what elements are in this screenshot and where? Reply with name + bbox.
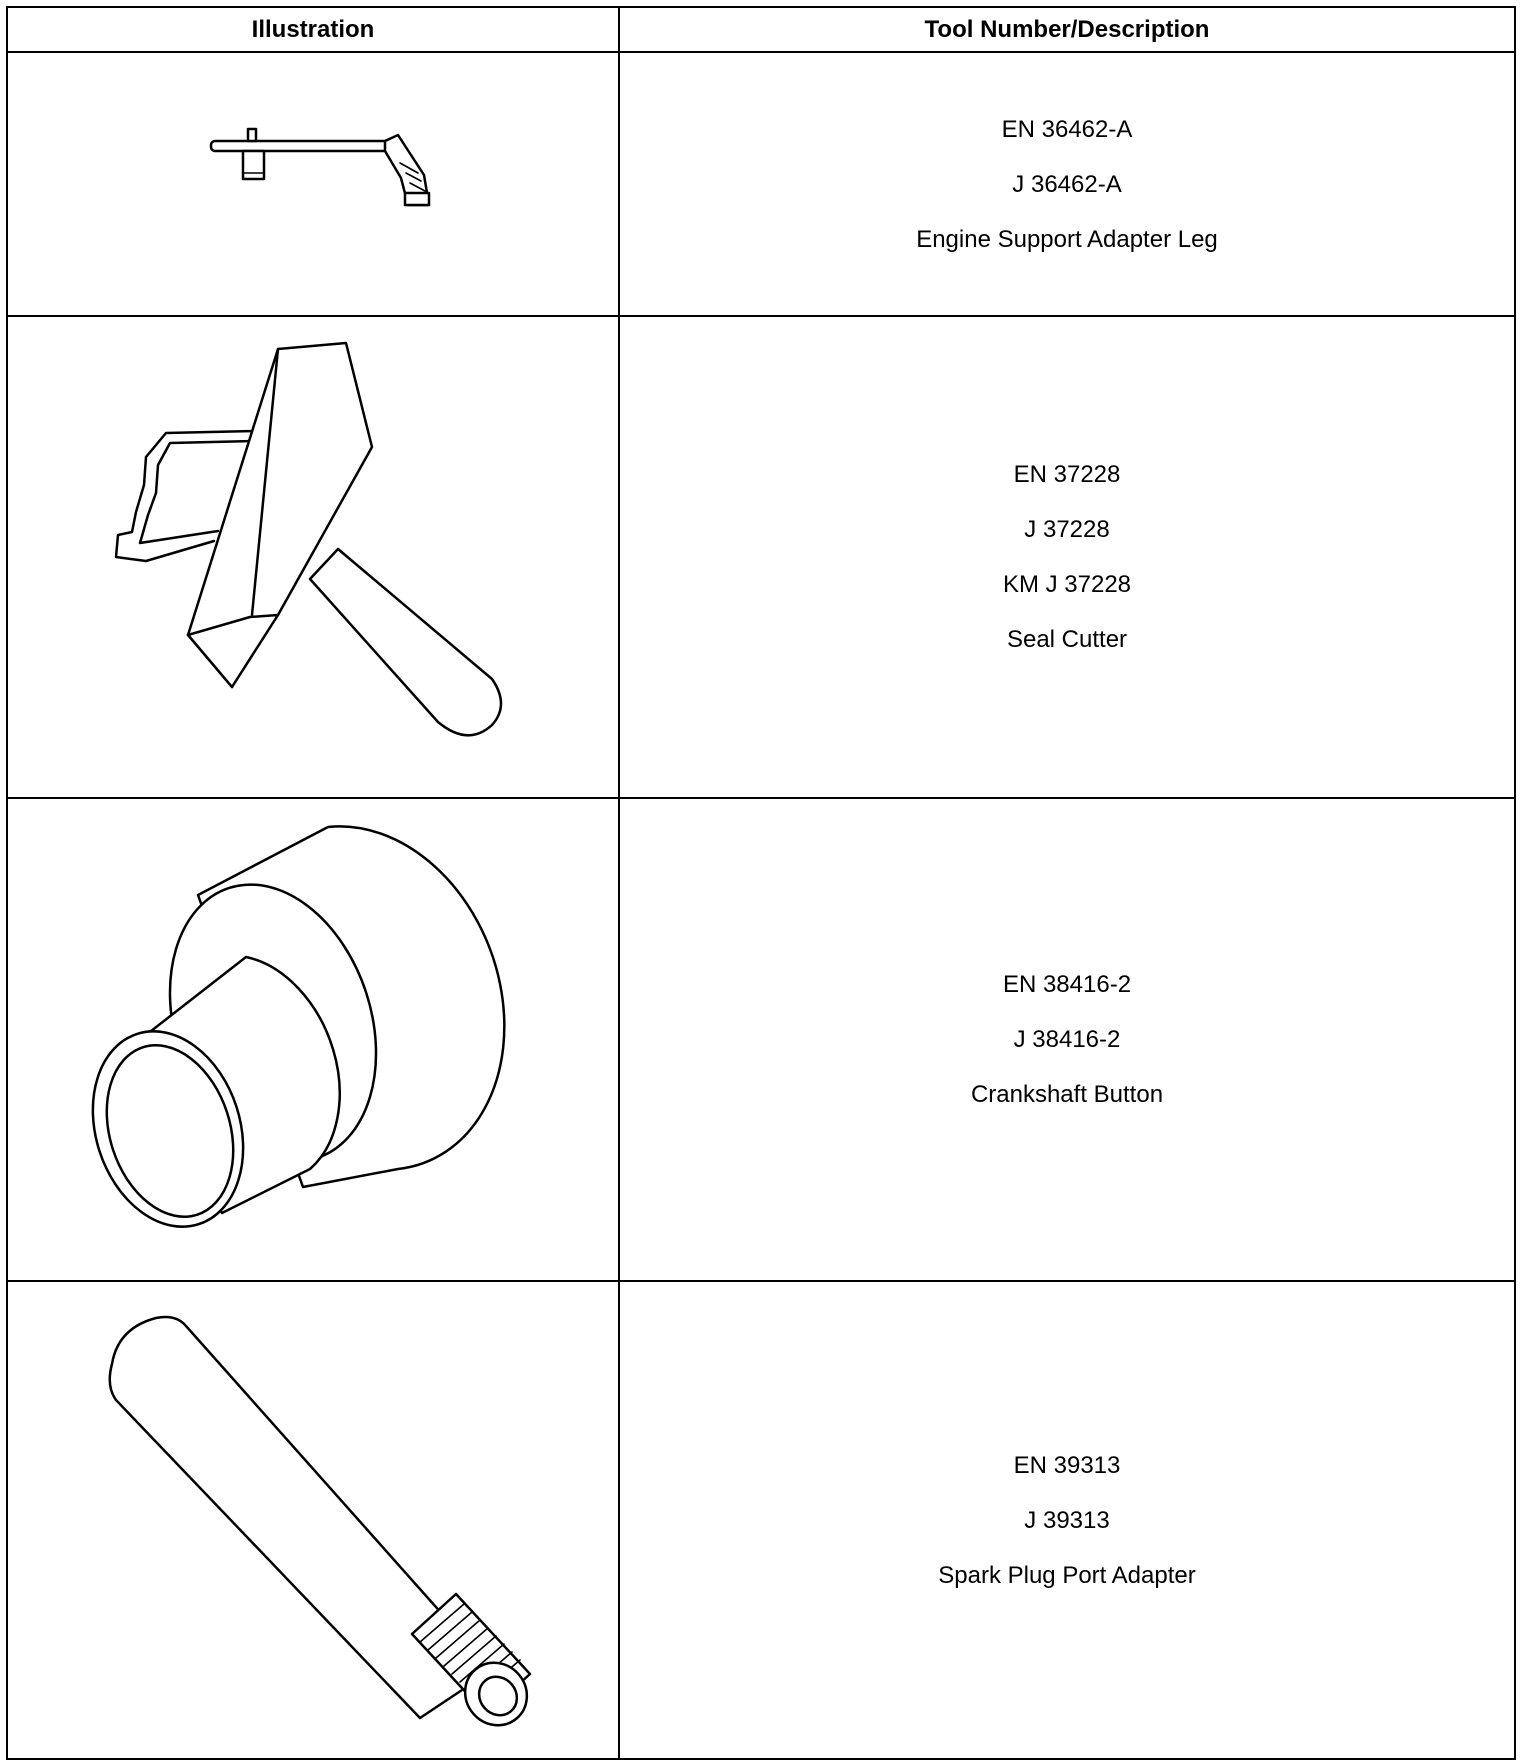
header-illustration: Illustration	[7, 7, 619, 52]
illustration-cell	[7, 798, 619, 1281]
table-row	[7, 316, 1515, 798]
table-row	[7, 1281, 1515, 1759]
illustration-cell	[7, 1281, 619, 1759]
seal-cutter-icon	[8, 317, 620, 797]
illustration-cell	[7, 52, 619, 316]
tool-number-en: EN 37228	[1013, 461, 1121, 488]
tool-number-en: EN 39313	[1013, 1451, 1121, 1479]
tool-number-km: KM J 37228	[1002, 571, 1132, 598]
tool-description: Seal Cutter	[1006, 626, 1128, 653]
special-tools-table	[6, 6, 1516, 1760]
tool-number-j: J 37228	[1024, 516, 1110, 543]
engine-support-adapter-leg-icon	[8, 53, 620, 315]
tool-description: Crankshaft Button	[970, 1081, 1164, 1108]
header-tool-number-description: Tool Number/Description	[619, 7, 1515, 52]
illustration-cell	[7, 316, 619, 798]
tool-description-cell	[619, 316, 1515, 798]
tool-description: Engine Support Adapter Leg	[916, 225, 1218, 253]
tool-description: Spark Plug Port Adapter	[938, 1561, 1196, 1589]
spark-plug-port-adapter-icon	[8, 1282, 620, 1758]
table-row	[7, 52, 1515, 316]
table-header-row	[7, 7, 1515, 52]
tool-description-cell	[619, 1281, 1515, 1759]
tool-number-j: J 36462-A	[1012, 170, 1122, 198]
tool-number-en: EN 36462-A	[1001, 115, 1133, 143]
tool-number-j: J 38416-2	[1013, 1026, 1121, 1053]
tool-description-cell	[619, 798, 1515, 1281]
crankshaft-button-icon	[8, 799, 620, 1280]
tool-number-en: EN 38416-2	[1002, 971, 1132, 998]
tool-description-cell	[619, 52, 1515, 316]
table-row	[7, 798, 1515, 1281]
tool-number-j: J 39313	[1024, 1506, 1110, 1534]
